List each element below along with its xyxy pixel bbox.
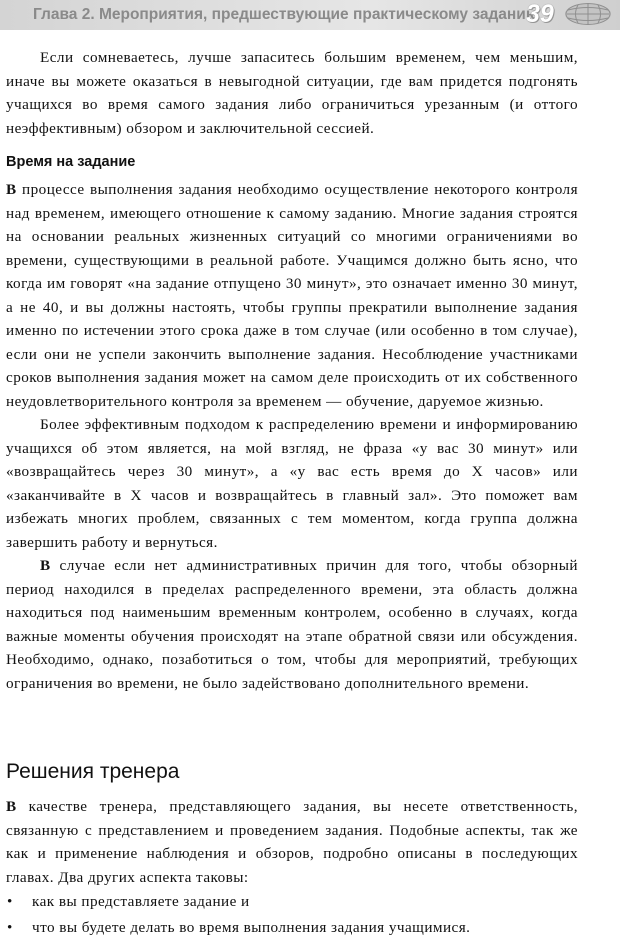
trainer-paragraph-lead: В (6, 798, 17, 815)
time-paragraph-1 (6, 178, 578, 413)
intro-paragraph: Если сомневаетесь, лучше запаситесь большим временем, чем меньшим, иначе вы можете оказаться в невыгодной ситуации, где вам придется подгонять учащихся во время самого задания либо ограничиться урезанным (и оттого неэффективным) обзором и заключительной сессией. (6, 49, 578, 137)
list-item (6, 915, 578, 941)
time-paragraph-2: Более эффективным подходом к распределению времени и информированию учащихся об этом является, на мой взгляд, не фраза «у вас 30 минут» или «возвращайтесь через 30 минут», а «у вас есть время до X часов» или «заканчивайте в X часов и возвращайтесь в главный зал». Это поможет вам избежать многих проблем, связанных с тем моментом, когда группа должна завершить работу и вернуться. (6, 416, 578, 551)
time-section-heading: Время на задание (6, 154, 136, 170)
trainer-paragraph (6, 795, 578, 889)
trainer-section-heading: Решения тренера (6, 760, 180, 783)
bullet-text: что вы будете делать во время выполнения задания учащимися. (32, 919, 471, 936)
time-paragraph-1-text: процессе выполнения задания необходимо осуществление некоторого контроля над временем, имеющего отношение к самому заданию. Многие задания строятся на основании реальных жизненных ситуаций со многими ограничениями во времени, существующими в реальной работе. Учащимся должно быть ясно, что когда им говорят «на задание отпущено 30 минут», это означает именно 30 минут, а не 40, и вы должны настоять, чтобы группы прекратили выполнение задания именно по истечении этого срока даже в том случае (или особенно в том случае), если они не успели закончить выполнение задания. Несоблюдение участниками сроков выполнения задания может на самом деле происходить от их собственного неудовлетворительного контроля за временем — обучение, даруемое жизнью. (6, 181, 578, 410)
bullet-icon: • (7, 893, 13, 910)
time-paragraph-1-lead: В (6, 181, 17, 198)
time-section-body (6, 178, 578, 695)
time-paragraph-3-text: случае если нет административных причин для того, чтобы обзорный период находился в пределах распределенного времени, эта область должна находиться под наименьшим временным контролем, особенно в случаях, когда важные моменты обучения происходят на этапе обратной связи или обсуждения. Необходимо, однако, позаботиться о том, чтобы для мероприятий, требующих ограничения во времени, не было задействовано дополнительного времени. (6, 557, 578, 692)
running-title: Глава 2. Мероприятия, предшествующие практическому заданию (33, 6, 540, 23)
time-paragraph-3-lead: В (40, 557, 51, 574)
intro-paragraph-block (6, 46, 578, 140)
trainer-paragraph-text: качестве тренера, представляющего задания, вы несете ответственность, связанную с представлением и проведением задания. Подобные аспекты, так же как и применение наблюдения и обзоров, подробно описаны в последующих главах. Два других аспекта таковы: (6, 798, 578, 886)
trainer-section-body (6, 795, 578, 889)
page-number: 39 (526, 0, 554, 28)
list-item (6, 889, 578, 915)
globe-icon (565, 3, 611, 25)
bullet-icon: • (7, 919, 13, 936)
bullet-text: как вы представляете задание и (32, 893, 250, 910)
trainer-bullet-list (6, 889, 578, 941)
time-paragraph-3 (6, 554, 578, 695)
running-header (0, 0, 620, 30)
